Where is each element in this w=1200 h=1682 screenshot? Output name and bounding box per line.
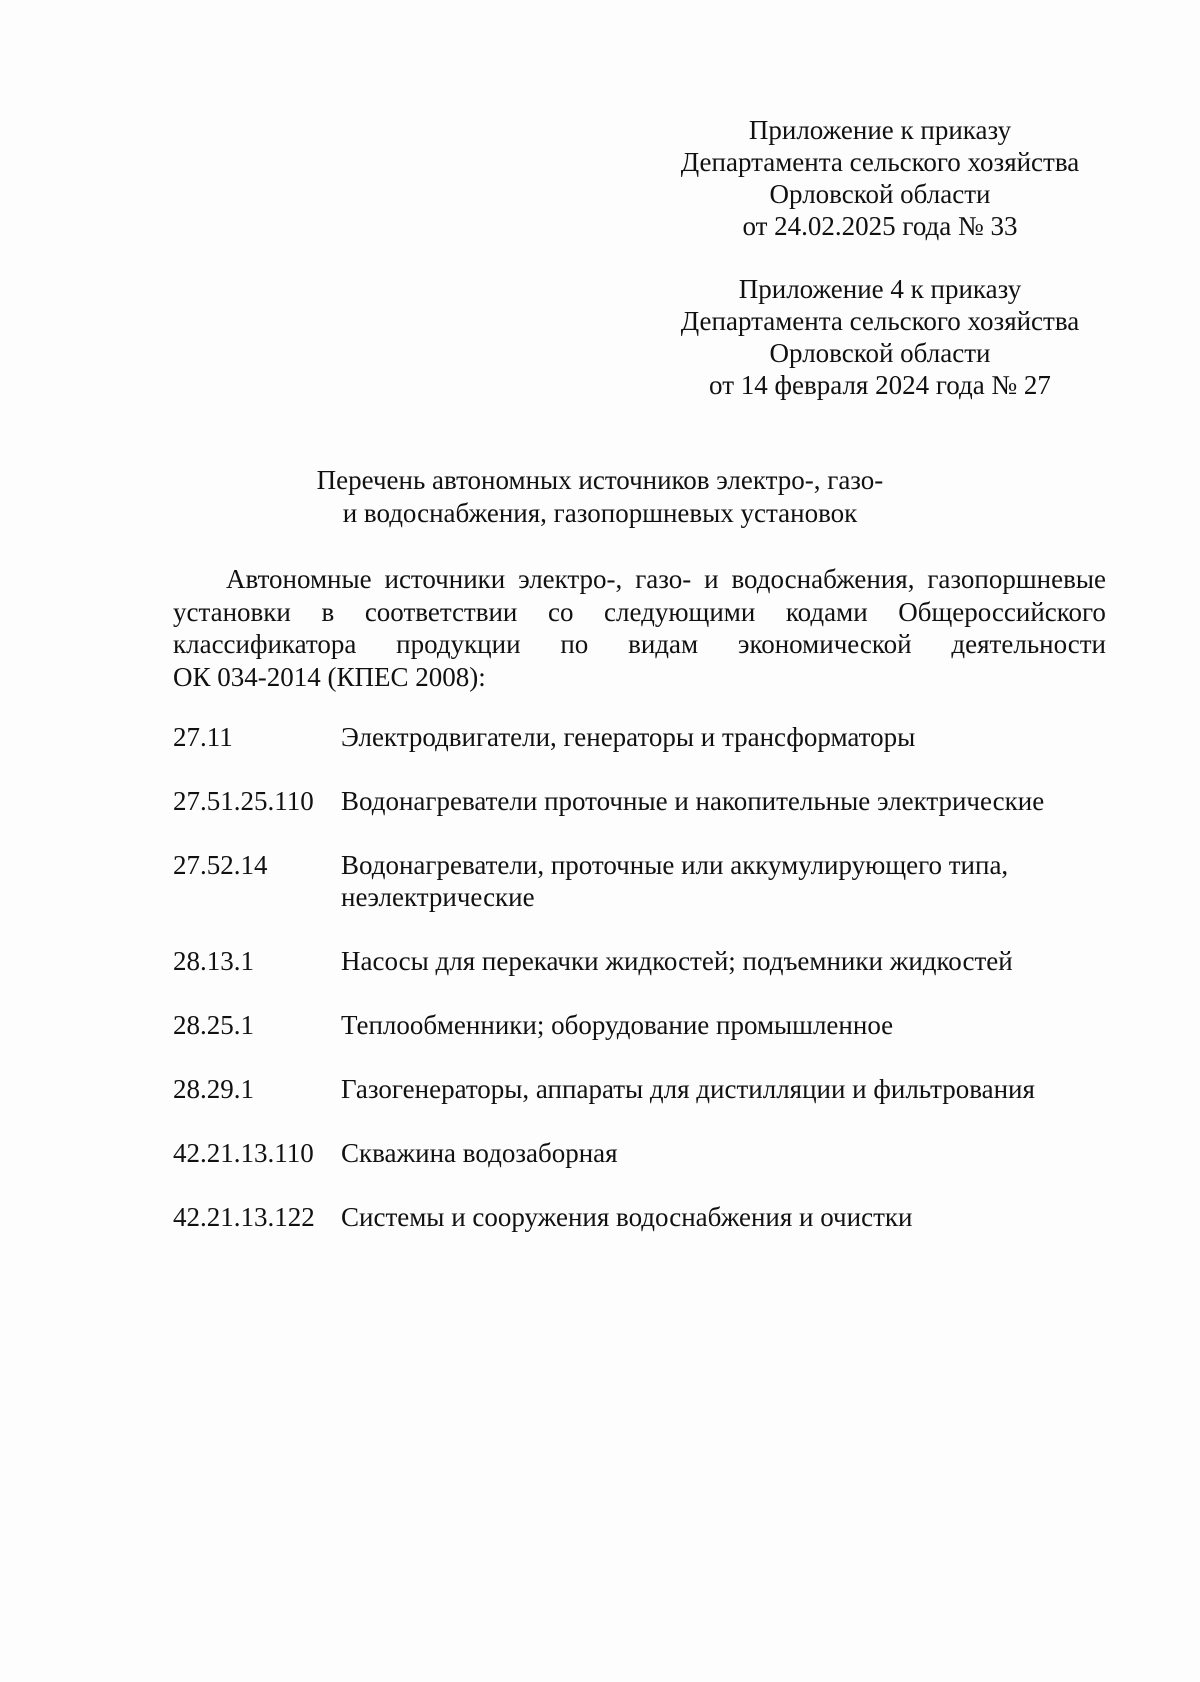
header-line: Орловской области	[769, 338, 991, 368]
code-description	[341, 785, 1113, 817]
intro-paragraph	[173, 563, 1106, 693]
intro-word: электро-,	[518, 564, 623, 594]
intro-line	[173, 563, 1106, 596]
classifier-code: 28.25.1	[173, 1010, 254, 1040]
document-title	[0, 464, 1200, 530]
classifier-code: 27.51.25.110	[173, 786, 314, 816]
intro-line	[173, 596, 1106, 629]
code-description	[341, 1009, 1113, 1041]
code-description	[341, 849, 1113, 913]
classifier-code: 28.13.1	[173, 946, 254, 976]
list-item	[173, 1201, 1113, 1233]
intro-word: Автономные	[226, 564, 372, 594]
list-item	[173, 1073, 1113, 1105]
intro-line: ОК 034-2014 (КПЕС 2008):	[173, 661, 486, 692]
appendix-header-current	[640, 114, 1120, 242]
title-line: и водоснабжения, газопоршневых установок	[342, 498, 858, 528]
list-item	[173, 945, 1113, 977]
header-line: Орловской области	[769, 179, 991, 209]
header-line: от 24.02.2025 года № 33	[742, 211, 1018, 241]
description-line: Скважина водозаборная	[341, 1138, 618, 1168]
description-line: Системы и сооружения водоснабжения и очистки	[341, 1202, 913, 1232]
intro-word: со	[547, 596, 574, 627]
intro-line	[173, 628, 1106, 661]
intro-word: в	[321, 596, 335, 627]
header-line: Приложение к приказу	[748, 115, 1012, 145]
list-item	[173, 849, 1113, 913]
code-description	[341, 1137, 1113, 1169]
header-line: Департамента сельского хозяйства	[680, 306, 1080, 336]
intro-word: экономической	[737, 629, 912, 659]
intro-word: Общероссийского	[898, 596, 1106, 627]
list-item	[173, 721, 1113, 753]
appendix-header-previous	[640, 273, 1120, 401]
classifier-code: 27.11	[173, 722, 233, 752]
intro-word: следующими	[604, 596, 756, 627]
classifier-code: 27.52.14	[173, 850, 268, 880]
intro-word: классификатора	[173, 629, 357, 659]
intro-word: газо-	[635, 564, 692, 594]
intro-word: по	[560, 629, 589, 659]
intro-word: соответствии	[364, 596, 518, 627]
description-line: Водонагреватели проточные и накопительные электрические	[341, 786, 1045, 816]
intro-word: видам	[628, 629, 699, 659]
classifier-code: 42.21.13.122	[173, 1202, 315, 1232]
code-description	[341, 1073, 1113, 1105]
intro-word: продукции	[396, 629, 521, 659]
description-line: Насосы для перекачки жидкостей; подъемники жидкостей	[341, 946, 1013, 976]
classifier-code: 42.21.13.110	[173, 1138, 314, 1168]
code-description	[341, 721, 1113, 753]
intro-word: водоснабжения,	[731, 564, 915, 594]
header-line: Приложение 4 к приказу	[738, 274, 1022, 304]
code-description	[341, 945, 1113, 977]
description-line: Теплообменники; оборудование промышленное	[341, 1010, 894, 1040]
intro-word: деятельности	[951, 629, 1106, 659]
intro-word: кодами	[785, 596, 868, 627]
classifier-code-list	[173, 721, 1113, 1265]
list-item	[173, 1137, 1113, 1169]
intro-word: и	[704, 564, 719, 594]
description-line: неэлектрические	[341, 882, 535, 912]
header-line: от 14 февраля 2024 года № 27	[709, 370, 1051, 400]
header-line: Департамента сельского хозяйства	[680, 147, 1080, 177]
code-description	[341, 1201, 1113, 1233]
list-item	[173, 785, 1113, 817]
title-line: Перечень автономных источников электро-, газо-	[316, 465, 884, 495]
list-item	[173, 1009, 1113, 1041]
classifier-code: 28.29.1	[173, 1074, 254, 1104]
description-line: Водонагреватели, проточные или аккумулирующего типа,	[341, 850, 1009, 880]
description-line: Электродвигатели, генераторы и трансформаторы	[341, 722, 916, 752]
intro-word: газопоршневые	[927, 564, 1106, 594]
intro-word: источники	[384, 564, 506, 594]
intro-word: установки	[173, 596, 291, 627]
description-line: Газогенераторы, аппараты для дистилляции и фильтрования	[341, 1074, 1035, 1104]
